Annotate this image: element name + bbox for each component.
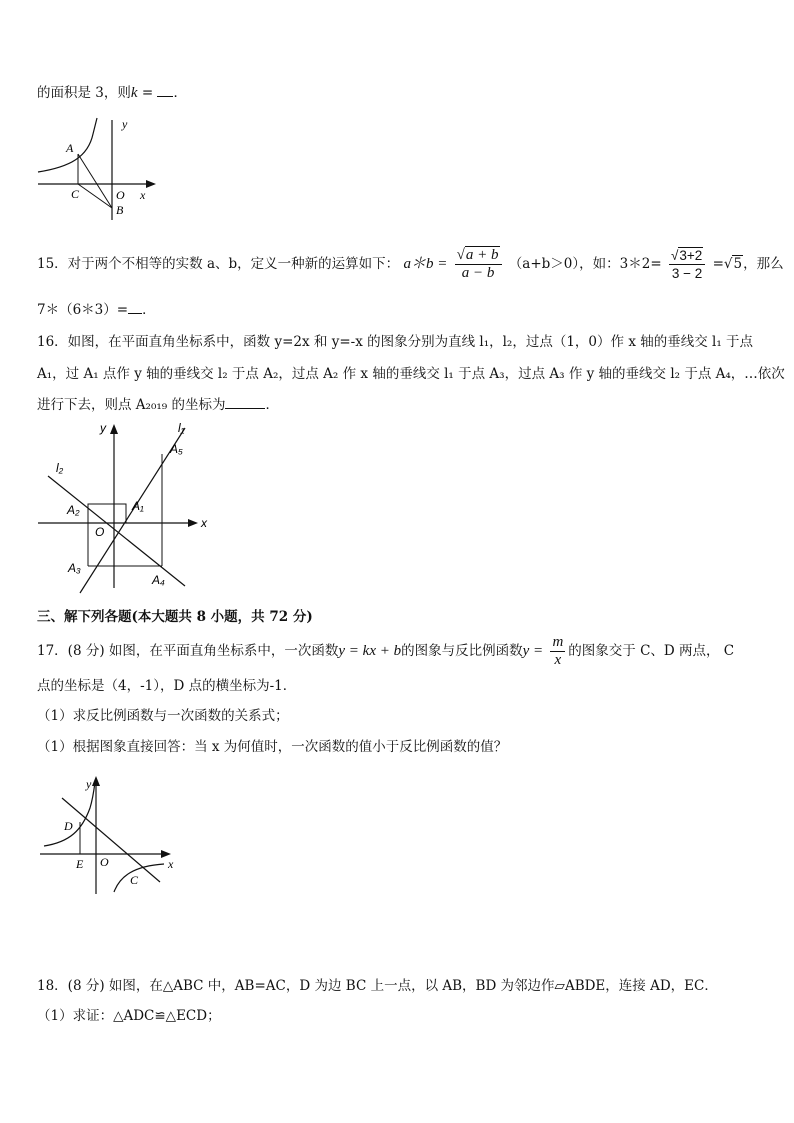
- q17-inv-num: m: [552, 634, 564, 650]
- q15-line2: [37, 300, 156, 320]
- q15-tail: ，那么: [743, 256, 784, 272]
- q14-eq: =: [137, 85, 154, 101]
- q16-fig-A5: A₅: [170, 442, 183, 456]
- q14-fig-O: O: [116, 188, 125, 202]
- q17-fig-O: O: [100, 855, 109, 869]
- q15-ex-den: 3 − 2: [671, 266, 703, 281]
- q14-tail-line: [37, 83, 187, 103]
- q16-fig-A1: A₁: [132, 499, 144, 513]
- q15-def-fraction: $\frac{√a + b}{a - b}$: [455, 247, 502, 282]
- q16-fig-l1: l₁: [178, 421, 185, 435]
- q14-fig-B: B: [116, 203, 124, 217]
- q15-line2-end: ．: [142, 302, 156, 318]
- q17-fig-x: x: [168, 857, 174, 871]
- q17-inv-den: x: [554, 652, 562, 668]
- q17-text-a: 17．(8 分) 如图，在平面直角坐标系中，一次函数: [37, 643, 339, 659]
- q16-answer-blank[interactable]: [225, 408, 265, 409]
- q14-fig-C: C: [71, 187, 80, 201]
- q16-fig-A4: A₄: [152, 573, 165, 587]
- q17-line1: [37, 634, 734, 669]
- q17-text-c: 的图象交于 C、D 两点， C: [568, 643, 735, 659]
- q16-fig-y: y: [100, 421, 106, 435]
- q16-figure: [30, 418, 220, 598]
- q14-tail-text: 的面积是 3，则: [37, 85, 131, 101]
- q17-fig-y: y: [86, 777, 92, 791]
- q17-line2: 点的坐标是（4，-1），D 点的横坐标为-1．: [37, 678, 297, 694]
- q15-frac-den: a − b: [461, 265, 495, 281]
- q15-answer-blank[interactable]: [128, 313, 142, 314]
- q14-fig-x: x: [140, 188, 146, 202]
- q18-line1: 18．(8 分) 如图，在△ABC 中，AB=AC，D 为边 BC 上一点，以 AB，BD 为邻边作▱ABDE，连接 AD，EC．: [37, 978, 718, 994]
- q18-sub1: （1）求证：△ADC≌△ECD；: [37, 1008, 221, 1024]
- q16-line1: 16．如图，在平面直角坐标系中，函数 y=2x 和 y=-x 的图象分别为直线 l₁，l₂，过点（1，0）作 x 轴的垂线交 l₁ 于点: [37, 334, 754, 350]
- q16-line3-end: ．: [265, 397, 279, 413]
- q17-inverse-fraction: [550, 634, 565, 669]
- q16-fig-A3: A₃: [68, 561, 81, 575]
- q16-fig-O: O: [95, 525, 105, 539]
- q17-fig-C: C: [130, 873, 139, 887]
- q17-fig-E: E: [76, 857, 84, 871]
- q17-sub1: （1）求反比例函数与一次函数的关系式；: [37, 708, 289, 724]
- q14-fig-y: y: [122, 117, 128, 131]
- q15-ex-eq: =: [712, 256, 724, 272]
- q15-text: 15．对于两个不相等的实数 a、b，定义一种新的运算如下：: [37, 256, 400, 272]
- q16-fig-x: x: [201, 516, 207, 530]
- q16-fig-A2: A₂: [67, 503, 80, 517]
- q16-line3-text: 进行下去，则点 A₂₀₁₉ 的坐标为: [37, 397, 226, 413]
- section-3-heading: 三、解下列各题(本大题共 8 小题，共 72 分): [37, 609, 313, 625]
- q17-sub2: （1）根据图象直接回答：当 x 为何值时，一次函数的值小于反比例函数的值？: [37, 739, 508, 755]
- q15-ex-result: 5: [733, 256, 743, 272]
- q14-k: k: [130, 85, 138, 101]
- q16-line2: A₁，过 A₁ 点作 y 轴的垂线交 l₂ 于点 A₂，过点 A₂ 作 x 轴的垂线交 l₁ 于点 A₃，过点 A₃ 作 y 轴的垂线交 l₂ 于点 A₄，…依次: [37, 366, 785, 382]
- q17-fig-D: D: [64, 819, 73, 833]
- q15-example-fraction: $\frac{√3+2}{3 - 2}$: [669, 247, 705, 282]
- q15-op-lhs: a＊b =: [403, 256, 448, 272]
- q17-figure: [34, 772, 184, 898]
- q14-figure: [30, 112, 165, 224]
- q15-frac-num: a + b: [465, 247, 499, 263]
- q14-end: ．: [173, 85, 187, 101]
- q17-linear-func: y = kx + b: [338, 643, 402, 659]
- q14-fig-A: A: [66, 141, 74, 155]
- q14-answer-blank[interactable]: [157, 96, 173, 97]
- q16-line3: [37, 395, 279, 415]
- q15-line2-text: 7＊（6＊3）=: [37, 302, 129, 318]
- q15-line1: 15．对于两个不相等的实数 a、b，定义一种新的运算如下： a＊b = $\frac{√a + b}{a - b}$ （a+b＞0），如：3＊2= $\frac{√3+2}{3 - 2}$ =√5，那么: [37, 247, 784, 281]
- q15-ex-num: 3+2: [679, 248, 703, 263]
- q16-fig-l2: l₂: [56, 461, 64, 475]
- q17-inverse-lhs: y =: [522, 643, 544, 659]
- q15-cond: （a+b＞0），如：3＊2=: [508, 256, 662, 272]
- q17-text-b: 的图象与反比例函数: [401, 643, 523, 659]
